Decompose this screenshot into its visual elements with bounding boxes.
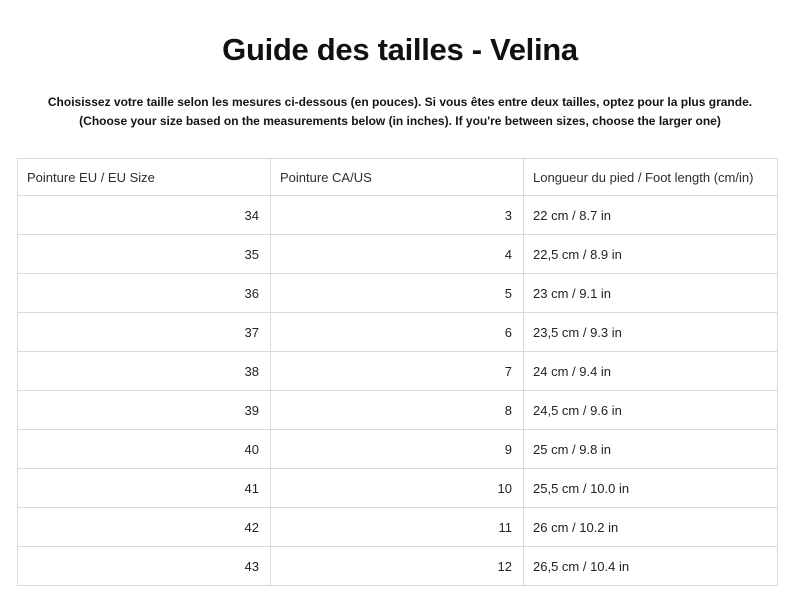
- eu-size-cell: 36: [18, 274, 271, 313]
- foot-length-cell: 24 cm / 9.4 in: [524, 352, 778, 391]
- foot-length-cell: 22,5 cm / 8.9 in: [524, 235, 778, 274]
- eu-size-cell: 40: [18, 430, 271, 469]
- table-row: [18, 391, 778, 430]
- size-table-header: [18, 159, 778, 196]
- table-row: [18, 547, 778, 586]
- ca-us-size-cell: 6: [271, 313, 524, 352]
- table-row: [18, 313, 778, 352]
- column-header-eu-size: Pointure EU / EU Size: [18, 159, 271, 196]
- ca-us-size-cell: 3: [271, 196, 524, 235]
- subtitle: [0, 93, 800, 131]
- ca-us-size-cell: 12: [271, 547, 524, 586]
- size-table: [17, 158, 778, 586]
- ca-us-size-cell: 8: [271, 391, 524, 430]
- foot-length-cell: 26,5 cm / 10.4 in: [524, 547, 778, 586]
- page-title: Guide des tailles - Velina: [222, 32, 578, 67]
- foot-length-cell: 24,5 cm / 9.6 in: [524, 391, 778, 430]
- ca-us-size-cell: 7: [271, 352, 524, 391]
- ca-us-size-cell: 5: [271, 274, 524, 313]
- eu-size-cell: 35: [18, 235, 271, 274]
- column-header-ca-us-size: Pointure CA/US: [271, 159, 524, 196]
- table-row: [18, 235, 778, 274]
- foot-length-cell: 23 cm / 9.1 in: [524, 274, 778, 313]
- table-row: [18, 508, 778, 547]
- eu-size-cell: 43: [18, 547, 271, 586]
- size-table-body: [18, 196, 778, 586]
- ca-us-size-cell: 4: [271, 235, 524, 274]
- foot-length-cell: 22 cm / 8.7 in: [524, 196, 778, 235]
- ca-us-size-cell: 11: [271, 508, 524, 547]
- eu-size-cell: 37: [18, 313, 271, 352]
- ca-us-size-cell: 9: [271, 430, 524, 469]
- ca-us-size-cell: 10: [271, 469, 524, 508]
- subtitle-english: (Choose your size based on the measurements below (in inches). If you're between sizes, choose the larger one): [79, 114, 721, 128]
- foot-length-cell: 26 cm / 10.2 in: [524, 508, 778, 547]
- foot-length-cell: 23,5 cm / 9.3 in: [524, 313, 778, 352]
- header-row: [18, 159, 778, 196]
- eu-size-cell: 42: [18, 508, 271, 547]
- eu-size-cell: 41: [18, 469, 271, 508]
- eu-size-cell: 34: [18, 196, 271, 235]
- foot-length-cell: 25,5 cm / 10.0 in: [524, 469, 778, 508]
- table-row: [18, 196, 778, 235]
- column-header-foot-length: Longueur du pied / Foot length (cm/in): [524, 159, 778, 196]
- table-row: [18, 274, 778, 313]
- eu-size-cell: 38: [18, 352, 271, 391]
- foot-length-cell: 25 cm / 9.8 in: [524, 430, 778, 469]
- table-row: [18, 469, 778, 508]
- table-row: [18, 352, 778, 391]
- eu-size-cell: 39: [18, 391, 271, 430]
- table-row: [18, 430, 778, 469]
- subtitle-french: Choisissez votre taille selon les mesures ci-dessous (en pouces). Si vous êtes entre deux tailles, optez pour la plus grande.: [47, 95, 753, 109]
